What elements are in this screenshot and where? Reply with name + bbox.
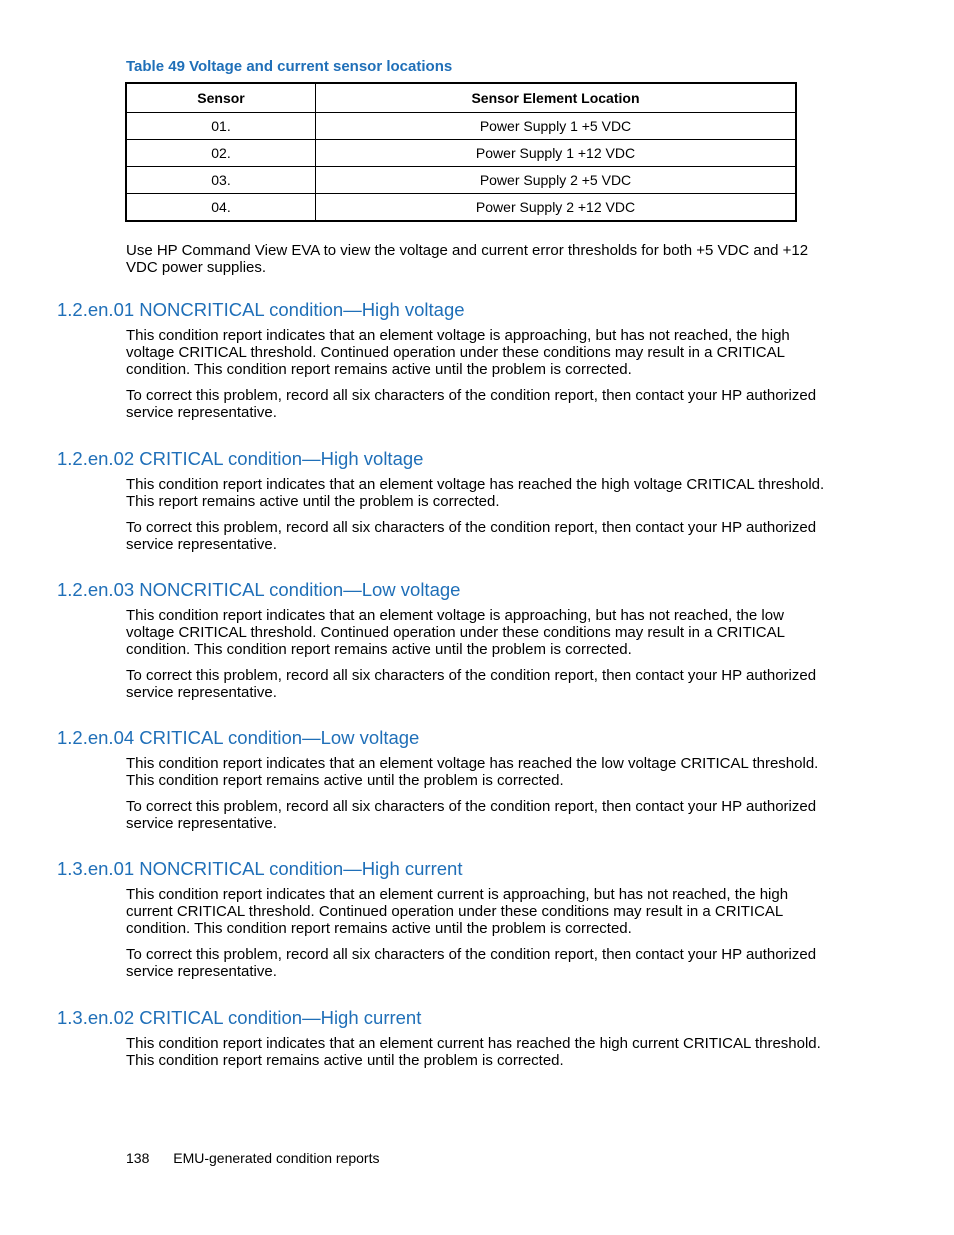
section-heading: 1.3.en.01 NONCRITICAL condition—High current	[57, 858, 463, 879]
section-low-voltage-noncritical	[0, 579, 954, 701]
instruction-paragraph: To correct this problem, record all six characters of the condition report, then contact your HP authorized service representative.	[126, 387, 817, 421]
sensor-cell: 04.	[126, 194, 316, 222]
section-heading: 1.3.en.02 CRITICAL condition—High current	[57, 1007, 422, 1028]
section-heading: 1.2.en.04 CRITICAL condition—Low voltage	[57, 727, 420, 748]
description-paragraph: This condition report indicates that an element voltage is approaching, but has not reached, the low voltage CRITICAL threshold. Continued operation under these conditions may result in a CRITICAL condition. This condition report remains active until the problem is corrected.	[126, 607, 785, 658]
sensor-table	[125, 82, 797, 222]
instruction-paragraph: To correct this problem, record all six characters of the condition report, then contact your HP authorized service representative.	[126, 798, 817, 832]
column-header-sensor: Sensor	[126, 83, 316, 113]
location-cell: Power Supply 2 +5 VDC	[316, 167, 797, 194]
section-high-voltage-noncritical	[0, 299, 954, 421]
sensor-cell: 03.	[126, 167, 316, 194]
description-paragraph: This condition report indicates that an element current has reached the high current CRITICAL threshold. This condition report remains active until the problem is corrected.	[126, 1035, 821, 1069]
page-footer	[126, 1150, 379, 1166]
instruction-paragraph: To correct this problem, record all six characters of the condition report, then contact your HP authorized service representative.	[126, 667, 817, 701]
column-header-location: Sensor Element Location	[316, 83, 797, 113]
instruction-paragraph: To correct this problem, record all six characters of the condition report, then contact your HP authorized service representative.	[126, 946, 817, 980]
section-heading: 1.2.en.03 NONCRITICAL condition—Low voltage	[57, 579, 461, 600]
description-paragraph: This condition report indicates that an element current is approaching, but has not reached, the high current CRITICAL threshold. Continued operation under these conditions may result in a CRITICAL condition. This condition report remains active until the problem is corrected.	[126, 886, 789, 937]
section-high-voltage-critical	[0, 448, 954, 553]
section-heading: 1.2.en.01 NONCRITICAL condition—High voltage	[57, 299, 465, 320]
description-paragraph: This condition report indicates that an element voltage is approaching, but has not reached, the high voltage CRITICAL threshold. Continued operation under these conditions may result in a CRITICAL condition. This condition report remains active until the problem is corrected.	[126, 327, 790, 378]
table-row	[126, 194, 796, 222]
section-heading: 1.2.en.02 CRITICAL condition—High voltage	[57, 448, 424, 469]
table-header-row	[126, 83, 796, 113]
table-row	[126, 140, 796, 167]
section-high-current-noncritical	[0, 858, 954, 980]
location-cell: Power Supply 1 +5 VDC	[316, 113, 797, 140]
location-cell: Power Supply 1 +12 VDC	[316, 140, 797, 167]
instruction-paragraph: To correct this problem, record all six characters of the condition report, then contact your HP authorized service representative.	[126, 519, 817, 553]
description-paragraph: This condition report indicates that an element voltage has reached the low voltage CRITICAL threshold. This condition report remains active until the problem is corrected.	[126, 755, 819, 789]
table-caption: Table 49 Voltage and current sensor locations	[126, 58, 453, 75]
section-low-voltage-critical	[0, 727, 954, 832]
section-high-current-critical	[0, 1007, 954, 1069]
page-number: 138	[126, 1150, 150, 1166]
location-cell: Power Supply 2 +12 VDC	[316, 194, 797, 222]
table-row	[126, 167, 796, 194]
description-paragraph: This condition report indicates that an element voltage has reached the high voltage CRITICAL threshold. This report remains active until the problem is corrected.	[126, 476, 825, 510]
table-row	[126, 113, 796, 140]
sensor-cell: 02.	[126, 140, 316, 167]
sensor-cell: 01.	[126, 113, 316, 140]
intro-paragraph: Use HP Command View EVA to view the voltage and current error thresholds for both +5 VDC and +12 VDC power supplies.	[126, 242, 809, 276]
footer-title: EMU-generated condition reports	[173, 1150, 380, 1166]
